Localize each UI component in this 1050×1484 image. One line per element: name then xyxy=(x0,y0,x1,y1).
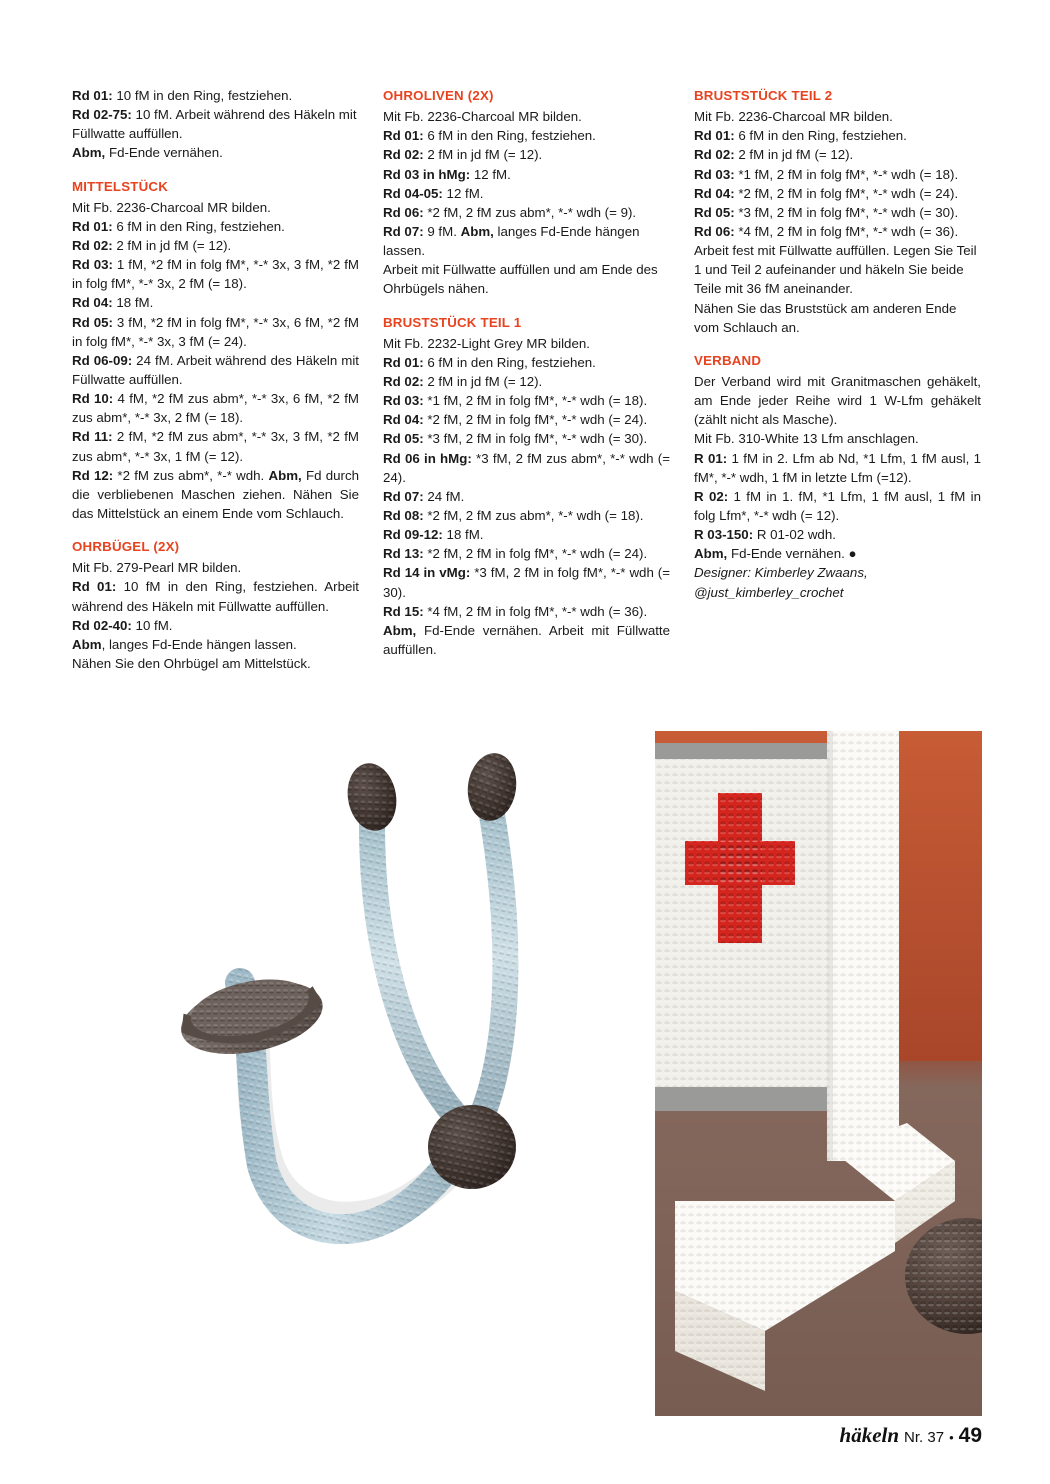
heading-verband: VERBAND xyxy=(694,352,762,368)
paragraph-bruststueck-teil-1: Mit Fb. 2232-Light Grey MR bilden. Rd 01: 6 fM in den Ring, festziehen. Rd 02: 2 fM in jd fM (= 12). Rd 03: *1 fM, 2 fM in folg fM*, *-* wdh (= 18). Rd 04: *2 fM, 2 fM in folg fM*, *-* wdh (= 24). Rd 05: *3 fM, 2 fM in folg fM*, *-* wdh (= 30). Rd 06 in hMg: *3 fM, 2 fM zus abm*, *-* wdh (= 24). Rd 07: 24 fM. Rd 08: *2 fM, 2 fM zus abm*, *-* wdh (= 18). Rd 09-12: 18 fM. Rd 13: *2 fM, 2 fM in folg fM*, *-* wdh (= 24). Rd 14 in vMg: *3 fM, 2 fM in folg fM*, *-* wdh (= 30). Rd 15: *4 fM, 2 fM in folg fM*, *-* wdh (= 36). Abm, Fd-Ende vernähen. Arbeit mit Füllwatte auffüllen. xyxy=(383,335,671,657)
heading-ohroliven: OHROLIVEN (2X) xyxy=(383,88,494,103)
paragraph-rd01-block: Rd 01: 10 fM in den Ring, festziehen. Rd 02-75: 10 fM. Arbeit während des Häkeln mit Füllwatte auffüllen. Abm, Fd-Ende vernähen. xyxy=(72,88,357,161)
footer-separator: • xyxy=(949,1430,954,1445)
page-footer xyxy=(840,1423,982,1448)
magazine-brand: häkeln xyxy=(839,1423,900,1447)
column-3 xyxy=(694,86,981,673)
heading-ohrbuegel: OHRBÜGEL (2X) xyxy=(72,539,180,555)
magazine-issue: Nr. 37 xyxy=(904,1429,945,1446)
column-2 xyxy=(383,86,670,673)
page-number: 49 xyxy=(958,1424,982,1447)
text-columns xyxy=(72,86,982,673)
paragraph-mittelstueck: Mit Fb. 2236-Charcoal MR bilden. Rd 01: 6 fM in den Ring, festziehen. Rd 02: 2 fM in jd fM (= 12). Rd 03: 1 fM, *2 fM in folg fM*, *-* 3x, 3 fM, *2 fM in folg fM*, *-* 3x, 2 fM (= 18). Rd 04: 18 fM. Rd 05: 3 fM, *2 fM in folg fM*, *-* 3x, 6 fM, *2 fM in folg fM*, *-* 3x, 3 fM (= 24). Rd 06-09: 24 fM. Arbeit während des Häkeln mit Füllwatte auffüllen. Rd 10: 4 fM, *2 fM zus abm*, *-* 3x, 6 fM, *2 fM zus abm*, *-* 3x, 2 fM (= 18). Rd 11: 2 fM, *2 fM zus abm*, *-* 3x, 3 fM, *2 fM zus abm*, *-* 3x, 1 fM (= 12). Rd 12: *2 fM zus abm*, *-* wdh. Abm, Fd durch die verbliebenen Maschen ziehen. Nähen Sie das Mittelstück an einem Ende vom Schlauch. xyxy=(72,199,360,521)
paragraph-verband: Der Verband wird mit Granitmaschen gehäkelt, am Ende jeder Reihe wird 1 W-Lfm gehäkelt (zählt nicht als Masche). Mit Fb. 310-White 13 Lfm anschlagen. R 01: 1 fM in 2. Lfm ab Nd, *1 Lfm, 1 fM ausl, 1 fM*, *-* wdh, 1 fM in letzte Lfm (=12). R 02: 1 fM in 1. fM, *1 Lfm, 1 fM ausl, 1 fM in folg Lfm*, *-* wdh (= 12). R 03-150: R 01-02 wdh. Abm, Fd-Ende vernähen. ● xyxy=(694,373,982,562)
photo-first-aid-bag xyxy=(655,731,982,1416)
photo-stethoscope xyxy=(72,735,632,1415)
paragraph-ohrbuegel: Mit Fb. 279-Pearl MR bilden. Rd 01: 10 fM in den Ring, festziehen. Arbeit während des Häkeln mit Füllwatte auffüllen. Rd 02-40: 10 fM. Abm, langes Fd-Ende hängen lassen. Nähen Sie den Ohrbügel am Mittelstück. xyxy=(72,560,360,671)
heading-mittelstueck: MITTELSTÜCK xyxy=(72,178,169,194)
paragraph-ohroliven: Mit Fb. 2236-Charcoal MR bilden. Rd 01: 6 fM in den Ring, festziehen. Rd 02: 2 fM in jd fM (= 12). Rd 03 in hMg: 12 fM. Rd 04-05: 12 fM. Rd 06: *2 fM, 2 fM zus abm*, *-* wdh (= 9). Rd 07: 9 fM. Abm, langes Fd-Ende hängen lassen. Arbeit mit Füllwatte auffüllen und am Ende des Ohrbügels nähen. xyxy=(383,109,658,297)
designer-credit: Designer: Kimberley Zwaans, @just_kimberley_crochet xyxy=(694,565,868,600)
heading-bruststueck-teil-1: BRUSTSTÜCK TEIL 1 xyxy=(383,314,522,330)
paragraph-bruststueck-teil-2: Mit Fb. 2236-Charcoal MR bilden. Rd 01: 6 fM in den Ring, festziehen. Rd 02: 2 fM in jd fM (= 12). Rd 03: *1 fM, 2 fM in folg fM*, *-* wdh (= 18). Rd 04: *2 fM, 2 fM in folg fM*, *-* wdh (= 24). Rd 05: *3 fM, 2 fM in folg fM*, *-* wdh (= 30). Rd 06: *4 fM, 2 fM in folg fM*, *-* wdh (= 36). Arbeit fest mit Füllwatte auffüllen. Legen Sie Teil 1 und Teil 2 aufeinander und häkeln Sie beide Teile mit 36 fM aneinander. Nähen Sie das Bruststück am anderen Ende vom Schlauch an. xyxy=(694,109,977,335)
heading-bruststueck-teil-2: BRUSTSTÜCK TEIL 2 xyxy=(694,88,833,103)
column-1 xyxy=(72,86,359,673)
